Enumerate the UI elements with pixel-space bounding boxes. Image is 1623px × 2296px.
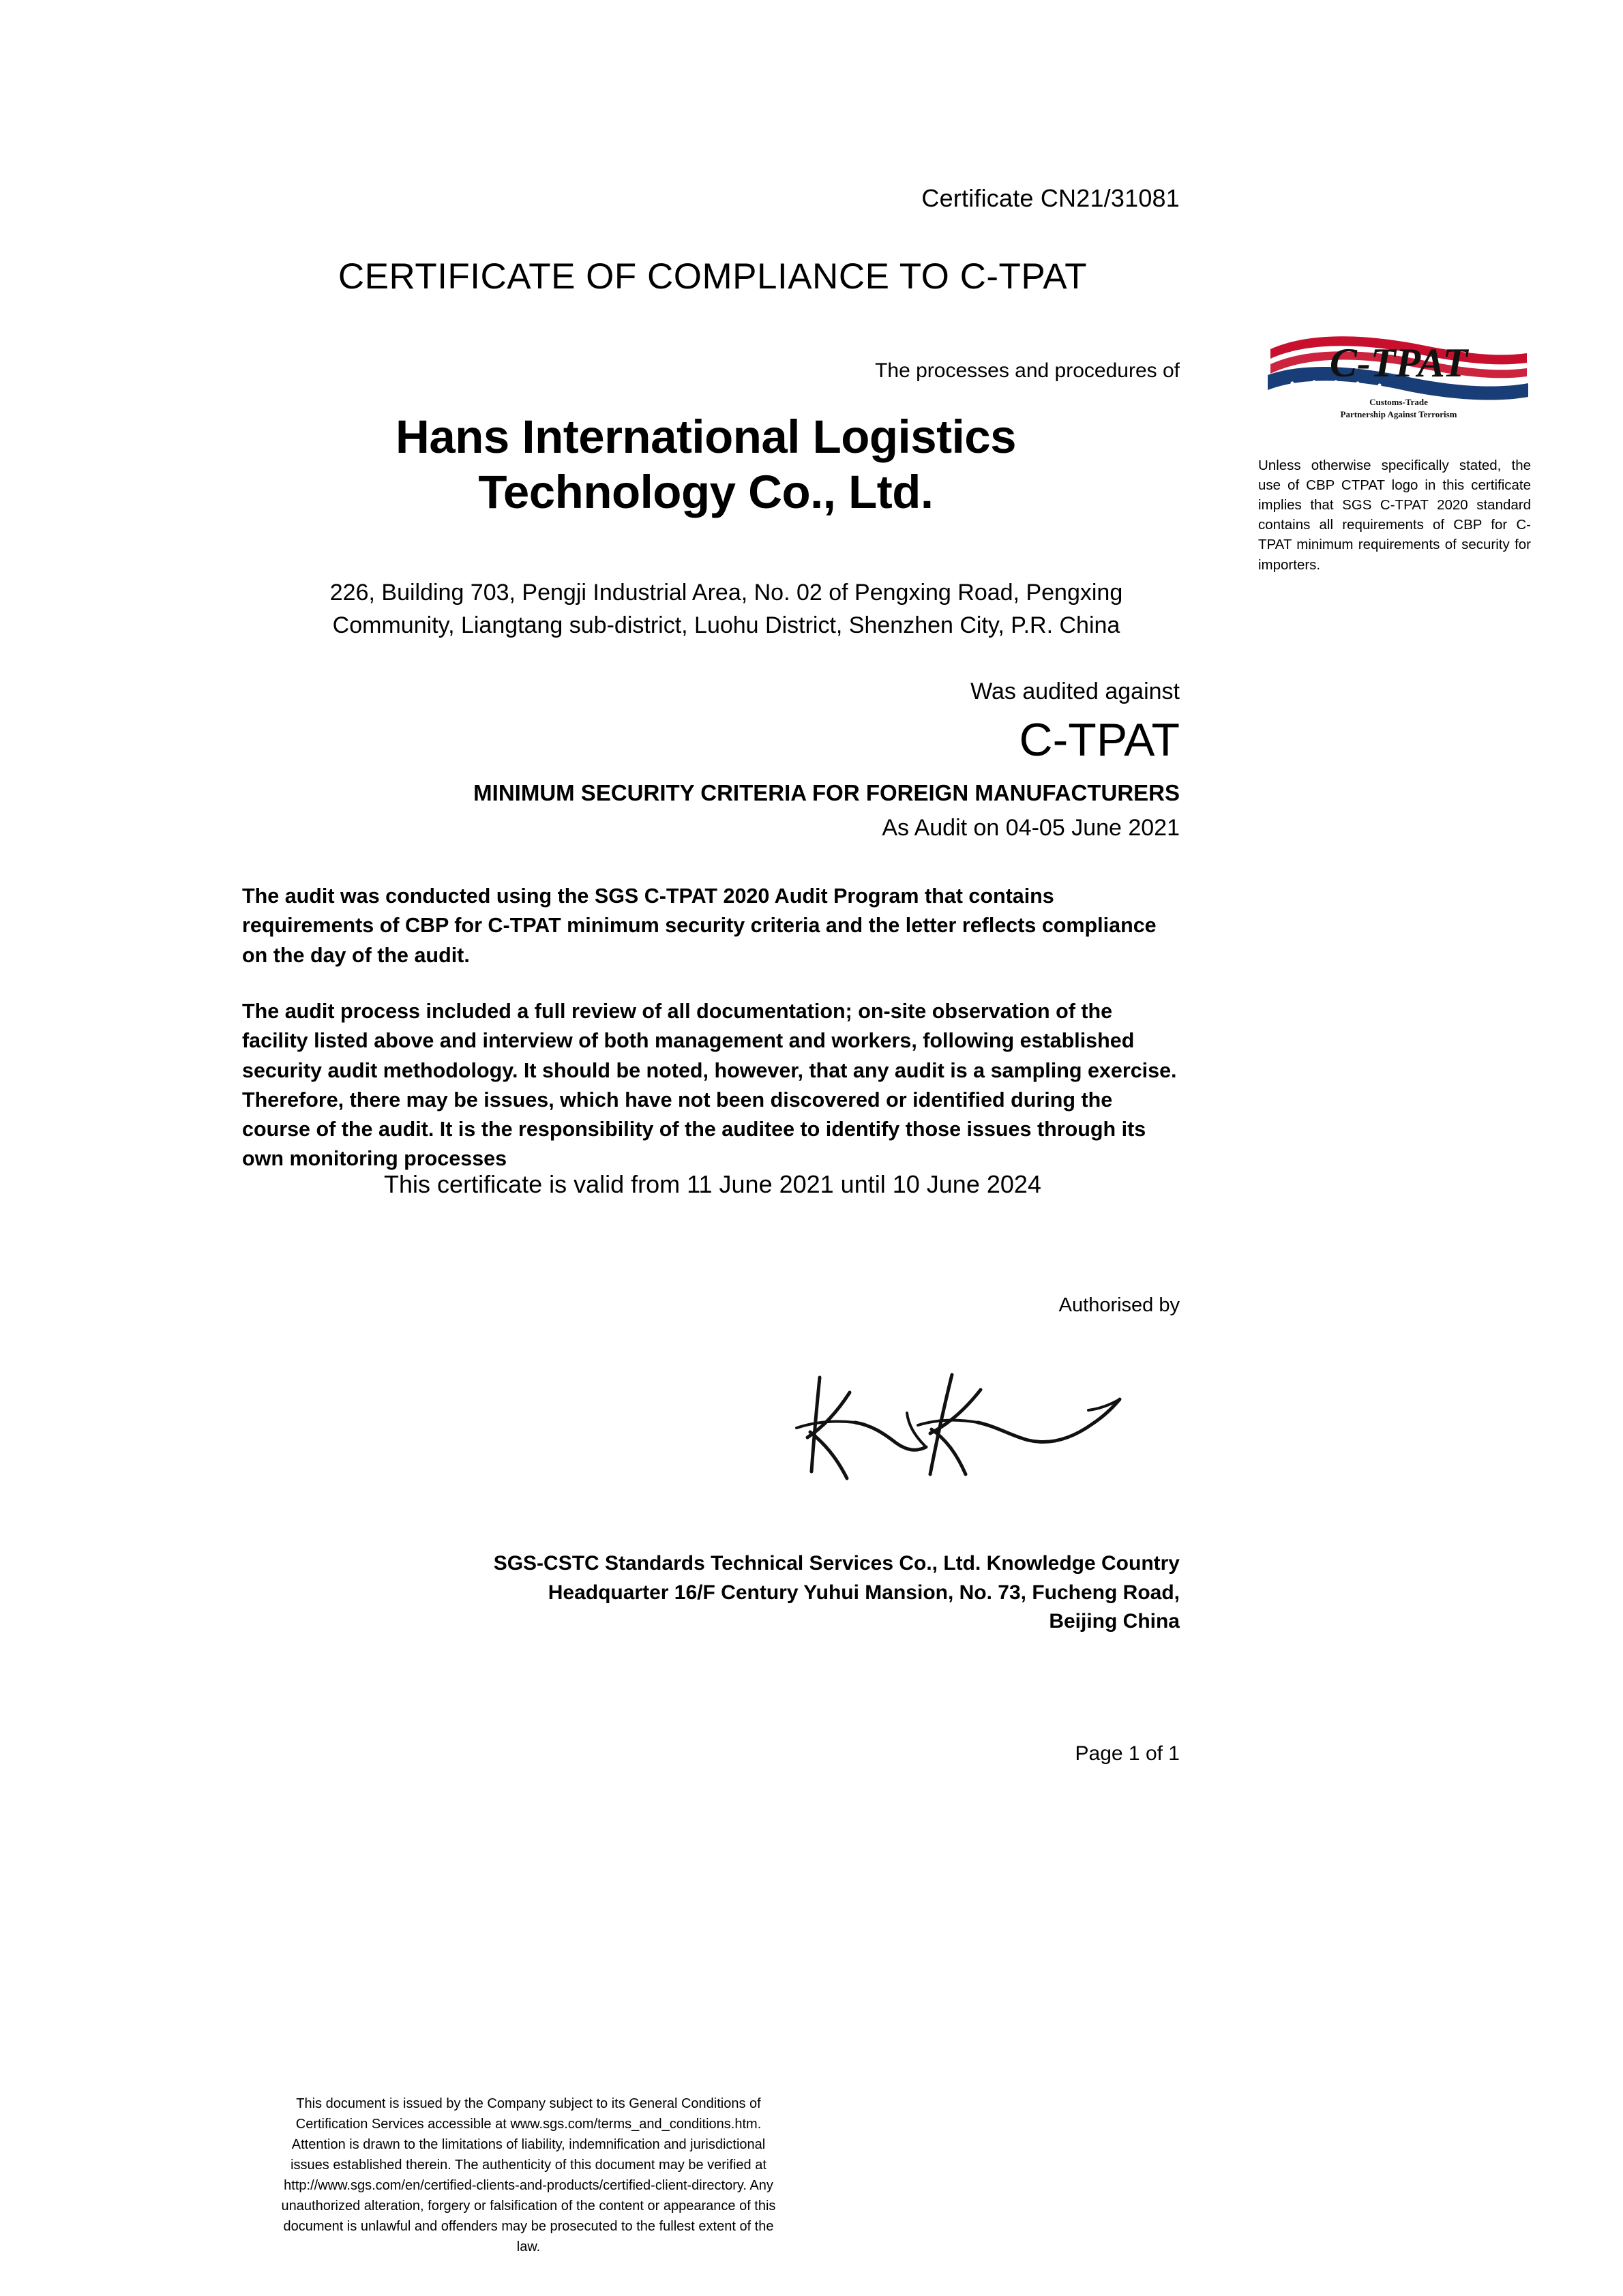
- logo-note: Unless otherwise specifically stated, the use of CBP CTPAT logo in this certificate implies that SGS C-TPAT 2020 standard contains all requirements of CBP for C-TPAT minimum requirements of security for importers.: [1258, 458, 1531, 573]
- svg-text:Partnership Against Terrorism: Partnership Against Terrorism: [1340, 409, 1457, 419]
- authorised-by-label: Authorised by: [1058, 1294, 1180, 1316]
- svg-text:C-TPAT: C-TPAT: [1329, 340, 1468, 385]
- validity-statement: This certificate is valid from 11 June 2021 until 10 June 2024: [384, 1170, 1041, 1198]
- svg-text:Customs-Trade: Customs-Trade: [1369, 397, 1428, 407]
- company-name-line-1: Hans International Logistics: [396, 411, 1016, 463]
- audit-program-paragraph: The audit was conducted using the SGS C-TPAT 2020 Audit Program that contains requirements of CBP for C-TPAT minimum security criteria and the letter reflects compliance on the day of the audit.: [242, 884, 1157, 967]
- audit-date: As Audit on 04-05 June 2021: [882, 815, 1180, 841]
- processes-intro-label: The processes and procedures of: [875, 359, 1180, 382]
- security-criteria-label: MINIMUM SECURITY CRITERIA FOR FOREIGN MANUFACTURERS: [473, 780, 1180, 805]
- certificate-number: Certificate CN21/31081: [921, 184, 1180, 212]
- company-name: [232, 409, 1180, 520]
- company-name-line-2: Technology Co., Ltd.: [478, 466, 934, 519]
- company-address: 226, Building 703, Pengji Industrial Area, No. 02 of Pengxing Road, Pengxing Community, Liangtang sub-district, Luohu District, Shenzhen City, P.R. China: [329, 580, 1123, 639]
- page-title: CERTIFICATE OF COMPLIANCE TO C-TPAT: [338, 256, 1088, 297]
- standard-name: C-TPAT: [1019, 714, 1180, 766]
- signature-image: [784, 1357, 1180, 1500]
- ctpat-logo: [1265, 334, 1531, 440]
- audit-process-paragraph: The audit process included a full review of all documentation; on-site observation of the facility listed above and interview of both management and workers, following established security audit methodology. It should be noted, however, that any audit is a sampling exercise. Therefore, there may be issues, which have not been discovered or identified during the course of the audit. It is the responsibility of the auditee to identify those issues through its own monitoring processes: [242, 1000, 1177, 1171]
- audited-against-label: Was audited against: [970, 679, 1180, 704]
- page-number: Page 1 of 1: [1075, 1742, 1180, 1765]
- issuer-address: SGS-CSTC Standards Technical Services Co., Ltd. Knowledge Country Headquarter 16/F Century Yuhui Mansion, No. 73, Fucheng Road, Beijing China: [493, 1552, 1180, 1633]
- footer-disclaimer: This document is issued by the Company subject to its General Conditions of Certification Services accessible at www.sgs.com/terms_and_conditions.htm. Attention is drawn to the limitations of liability, indemnification and jurisdictional issues established therein. The authenticity of this document may be verified at http://www.sgs.com/en/certified-clients-and-products/certified-client-directory. Any unauthorized alteration, forgery or falsification of the content or appearance of this document is unlawful and offenders may be prosecuted to the fullest extent of the law.: [281, 2096, 776, 2254]
